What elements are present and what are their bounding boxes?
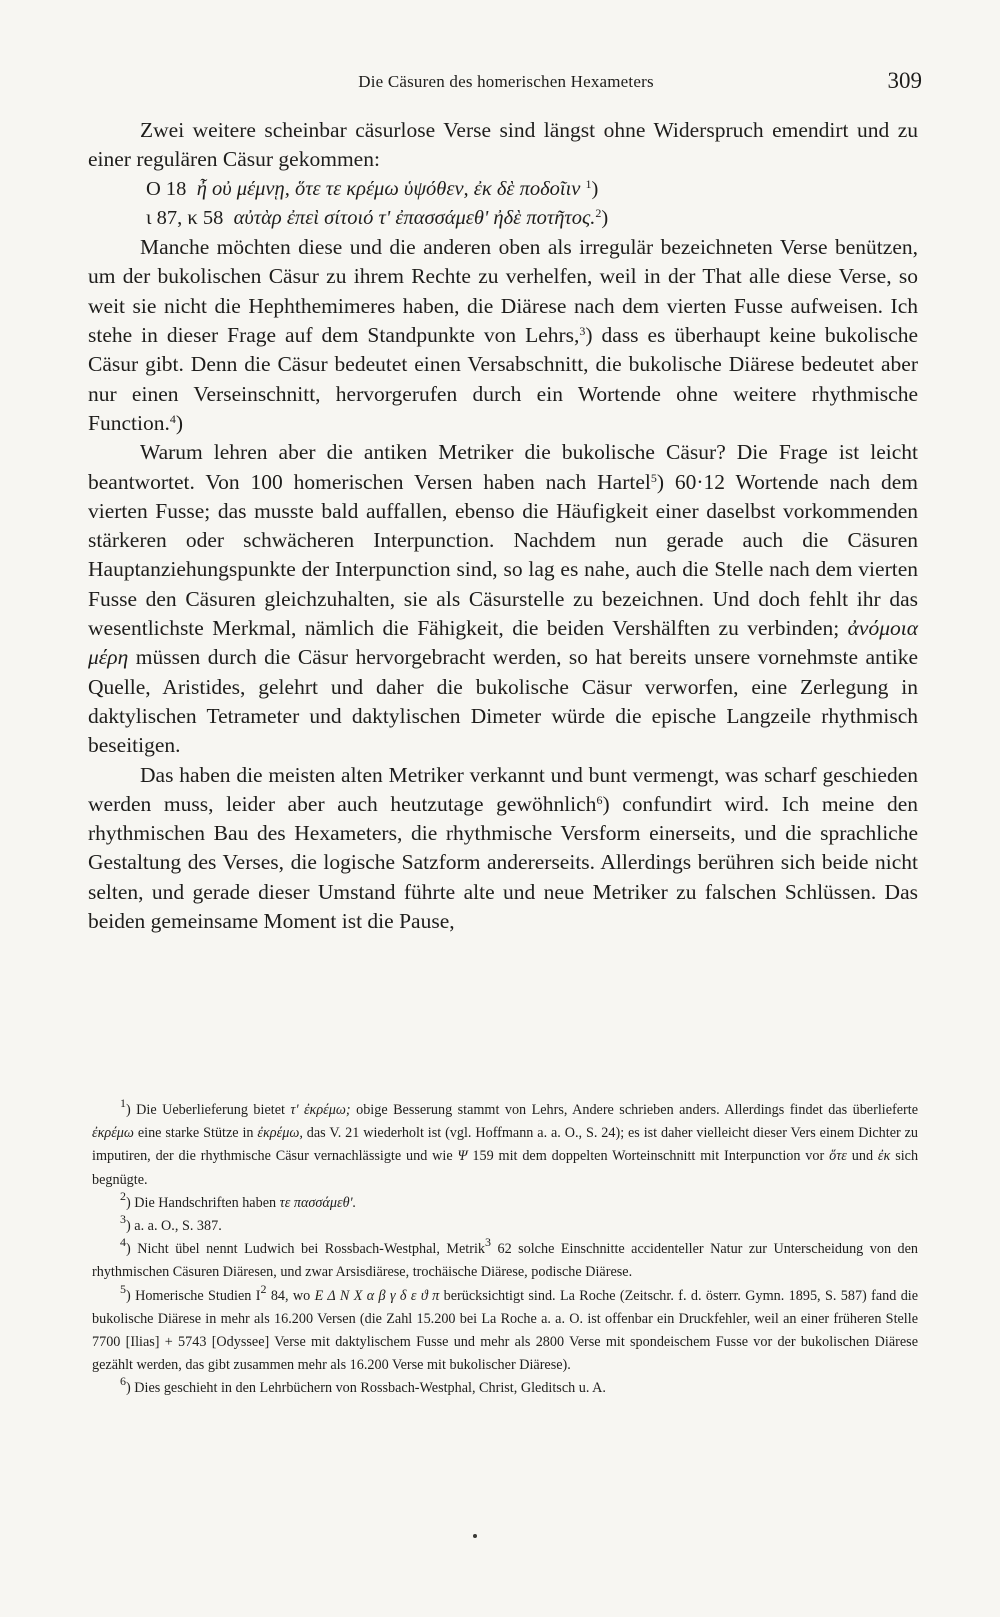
paragraph-text: Manche möchten diese und die anderen oben als irregulär bezeichneten Verse benützen, um der bukolischen Cäsur zu ihrem Rechte zu verhelfen, weil in der That alle diese Verse, so weit sie nicht die Hephthemimeres haben, die Diärese nach dem vierten Fusse aufweisen. Ich stehe in dieser Frage auf dem Standpunkte von Lehrs, — [88, 235, 918, 348]
footnote-text: ) Dies geschieht in den Lehrbüchern von Rossbach-Westphal, Christ, Gleditsch u. A. — [126, 1380, 606, 1397]
footnote-text: ) Homerische Studien I — [126, 1287, 261, 1304]
footnote-text: sich begnügte. — [92, 1148, 919, 1188]
footnote-number: 2 — [120, 1188, 126, 1203]
footnote-number: 1 — [120, 1096, 126, 1110]
greek-word: Ψ — [457, 1148, 468, 1165]
running-title: Die Cäsuren des homerischen Hexameters — [358, 72, 654, 91]
footnote-marker: 6 — [596, 792, 603, 807]
verse-quote-1 — [88, 175, 918, 204]
paragraph-text: Das haben die meisten alten Metriker verkannt und bunt vermengt, was scharf geschieden werden muss, leider aber auch heutzutage gewöhnlich — [88, 762, 918, 816]
footnote-marker: 5 — [650, 470, 657, 485]
footnote-text: das V. 21 wiederholt ist (vgl. Hoffmann a. a. O., S. 24); es ist daher vielleicht dieser Vers einem Dichter zu imputiren, der die rhythmische Cäsur vernachlässigte und wie — [92, 1125, 919, 1165]
paragraph-metriker — [88, 438, 918, 760]
footnote-3 — [92, 1212, 918, 1238]
greek-word: ἐκρέμω, — [257, 1125, 303, 1142]
greek-word: ἐκρέμω — [92, 1125, 134, 1142]
footnote-text: berücksichtigt sind. La Roche (Zeitschr. f. d. österr. Gymn. 1895, S. 587) fand die bukolische Diärese in mehr als 16.200 Versen (die Zahl 15.200 bei La Roche a. a. O. ist offenbar ein Druckfehler, weil an einer früheren Stelle 7700 [Ilias] + 5743 [Odyssee] Verse mit daktylischem Fusse und mehr als 2800 Verse mit spondeischem Fusse vor der bukolischen Diärese gezählt werden, das gibt zusammen mehr als 16.200 Verse mit bukolischer Diärese). — [92, 1287, 919, 1374]
footnote-marker: 2 — [595, 205, 602, 220]
paragraph-text: Zwei weitere scheinbar cäsurlose Verse sind längst ohne Widerspruch emendirt und zu einer regulären Cäsur gekommen: — [88, 118, 918, 172]
footnote-paren: ) — [601, 206, 609, 229]
footnote-6 — [92, 1374, 918, 1400]
paragraph-text: müssen durch die Cäsur hervorgebracht werden, so hat bereits unsere vornehmste antike Quelle, Aristides, gelehrt und daher die bukolische Cäsur verworfen, eine Zerlegung in daktylischen Tetrameter und daktylischen Dimeter würde die epische Langzeile rhythmisch beseitigen. — [88, 645, 919, 758]
footnote-paren: ) — [591, 177, 599, 200]
paragraph-text: ) dass es überhaupt keine bukolische Cäsur gibt. Denn die Cäsur bedeutet einen Versabschnitt, die bukolische Diärese bedeutet aber nur einen Verseinschnitt, hervorgerufen durch ein Wortende ohne weitere rhythmische Function. — [88, 323, 918, 435]
footnote-text: und — [851, 1148, 874, 1165]
greek-word: τε πασσάμεθ'. — [279, 1194, 357, 1211]
footnote-text: ) Die Ueberlieferung bietet — [126, 1102, 285, 1118]
page-number: 309 — [887, 68, 922, 93]
verse-reference: ι 87, κ 58 — [146, 206, 224, 229]
footnote-marker: 1 — [585, 176, 592, 191]
verse-reference: Ο 18 — [146, 177, 187, 200]
ink-dot — [473, 1534, 477, 1538]
footnote-text: 159 mit dem doppelten Worteinschnitt mit Interpunction vor — [472, 1148, 825, 1165]
verse-quote-2 — [88, 204, 918, 233]
footnote-text: ) a. a. O., S. 387. — [126, 1218, 222, 1235]
greek-word: ὅτε — [829, 1148, 847, 1165]
footnote-1 — [92, 1096, 919, 1192]
paragraph-lehrs — [88, 233, 918, 438]
edition-superscript: 2 — [260, 1281, 267, 1296]
paragraph-intro — [88, 116, 918, 175]
footnote-4 — [92, 1235, 918, 1284]
footnote-number: 3 — [120, 1212, 126, 1227]
paragraph-pause — [88, 761, 918, 937]
footnote-5 — [92, 1281, 919, 1378]
paragraph-text: ) — [175, 410, 183, 435]
footnote-number: 4 — [120, 1235, 126, 1250]
greek-phrase: ἀνόμοια μέρη — [88, 616, 918, 670]
edition-superscript: 3 — [484, 1235, 491, 1250]
greek-verse: αὐτὰρ ἐπεὶ σίτοιό τ' ἐπασσάμεθ' ἠδὲ ποτῆτος. — [233, 206, 596, 229]
paragraph-text: ) 60·12 Wortende nach dem vierten Fusse; das musste bald auffallen, ebenso die Häufigkeit einer daselbst vorkommenden stärkeren oder schwächeren Interpunction. Nachdem nun gerade auch die Cäsuren Hauptanziehungspunkte der Interpunction sind, so lag es nahe, auch die Stelle nach dem vierten Fusse den Cäsuren gleichzuhalten, sie als Cäsurstelle zu bezeichnen. Und doch fehlt ihr das wesentlichste Merkmal, nämlich die Fähigkeit, die beiden Vershälften zu verbinden; — [88, 469, 918, 641]
greek-verse: ἦ οὐ μέμνῃ, ὅτε τε κρέμω ὑψόθεν, ἐκ δὲ ποδοῖιν — [196, 177, 581, 200]
footnote-number: 5 — [120, 1281, 126, 1296]
footnote-marker: 3 — [579, 324, 586, 339]
greek-word: ἐκ — [877, 1148, 891, 1165]
footnote-2 — [92, 1188, 918, 1215]
footnote-text: obige Besserung stammt von Lehrs, Andere schrieben anders. Allerdings findet das überlieferte — [356, 1102, 918, 1118]
greek-word: τ' ἐκρέμω; — [290, 1102, 351, 1118]
paragraph-text: Warum lehren aber die antiken Metriker die bukolische Cäsur? Die Frage ist leicht beantwortet. Von 100 homerischen Versen haben nach Hartel — [88, 440, 918, 494]
footnote-text: eine starke Stütze in — [137, 1125, 254, 1142]
footnotes — [92, 1096, 919, 1401]
footnote-text: ) Die Handschriften haben — [126, 1194, 277, 1211]
main-text — [88, 116, 918, 936]
footnote-marker: 4 — [169, 411, 176, 426]
footnote-text: 62 solche Einschnitte accidenteller Natur zur Unterscheidung von den rhythmischen Cäsuren Diäresen, und zwar Arsisdiärese, trochäische Diärese, podische Diärese. — [92, 1241, 918, 1281]
greek-sigla: Ε Δ Ν Χ α β γ δ ε ϑ π — [314, 1287, 440, 1304]
page-header — [92, 70, 920, 104]
footnote-number: 6 — [120, 1374, 126, 1389]
paragraph-text: ) confundirt wird. Ich meine den rhythmischen Bau des Hexameters, die rhythmische Versform einerseits, und die sprachliche Gestaltung des Verses, die logische Satzform andererseits. Allerdings berühren sich beide nicht selten, und gerade dieser Umstand führte alte und neue Metriker zu falschen Schlüssen. Das beiden gemeinsame Moment ist die Pause, — [88, 791, 918, 934]
footnote-text: 84, wo — [270, 1287, 311, 1304]
footnote-text: ) Nicht übel nennt Ludwich bei Rossbach-Westphal, Metrik — [126, 1241, 485, 1258]
